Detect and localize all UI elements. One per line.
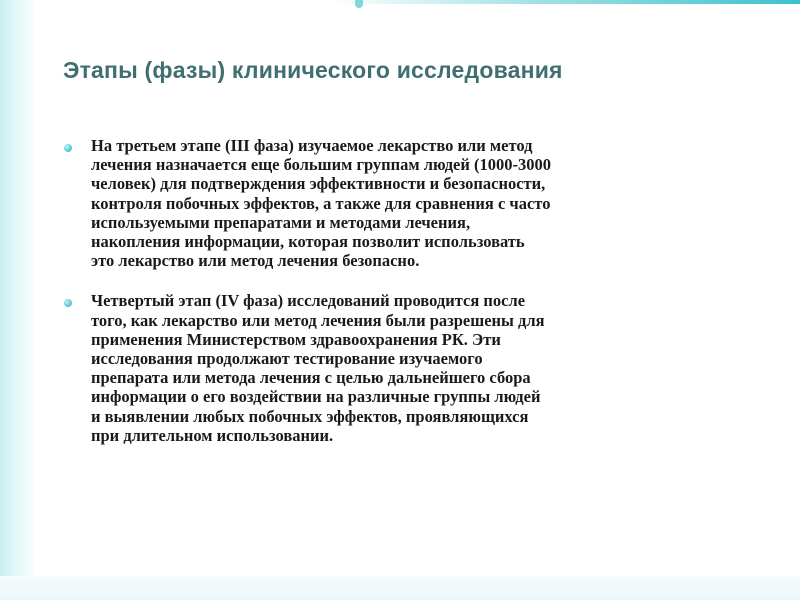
text-line: при длительном использовании. [91, 425, 334, 445]
bullet-item-phase-3 [60, 136, 772, 270]
text-line: накопления информации, которая позволит использовать [91, 232, 525, 252]
bullet-icon [64, 144, 72, 152]
text-line: того, как лекарство или метод лечения были разрешены для [91, 310, 545, 330]
text-line: Четвертый этап (IV фаза) исследований проводится после [91, 291, 526, 311]
text-line: препарата или метода лечения с целью дальнейшего сбора [91, 368, 531, 388]
text-line: контроля побочных эффектов, а также для сравнения с часто [91, 193, 551, 213]
bullet-icon [64, 299, 72, 307]
slide-title: Этапы (фазы) клинического исследования [63, 57, 563, 83]
bullet-text-phase-4 [91, 291, 772, 445]
text-line: информации о его воздействии на различные группы людей [91, 387, 541, 407]
text-line: лечения назначается еще большим группам людей (1000-3000 [91, 155, 552, 175]
bottom-decorative-band [0, 576, 800, 600]
text-line: применения Министерством здравоохранения РК. Эти [91, 329, 501, 349]
text-line: человек) для подтверждения эффективности и безопасности, [91, 174, 546, 194]
left-decorative-band [0, 0, 34, 600]
text-line: и выявлении любых побочных эффектов, проявляющихся [91, 406, 529, 426]
text-line: На третьем этапе (III фаза) изучаемое лекарство или метод [91, 136, 533, 155]
text-line: исследования продолжают тестирование изучаемого [91, 349, 483, 369]
bullet-item-phase-4 [60, 291, 772, 445]
top-accent-tab [355, 0, 363, 8]
bullet-list [60, 136, 772, 445]
text-line: используемыми препаратами и методами лечения, [91, 212, 471, 232]
text-line: это лекарство или метод лечения безопасно. [91, 251, 420, 271]
bullet-text-phase-3 [91, 136, 772, 270]
top-accent-bar [330, 0, 800, 4]
